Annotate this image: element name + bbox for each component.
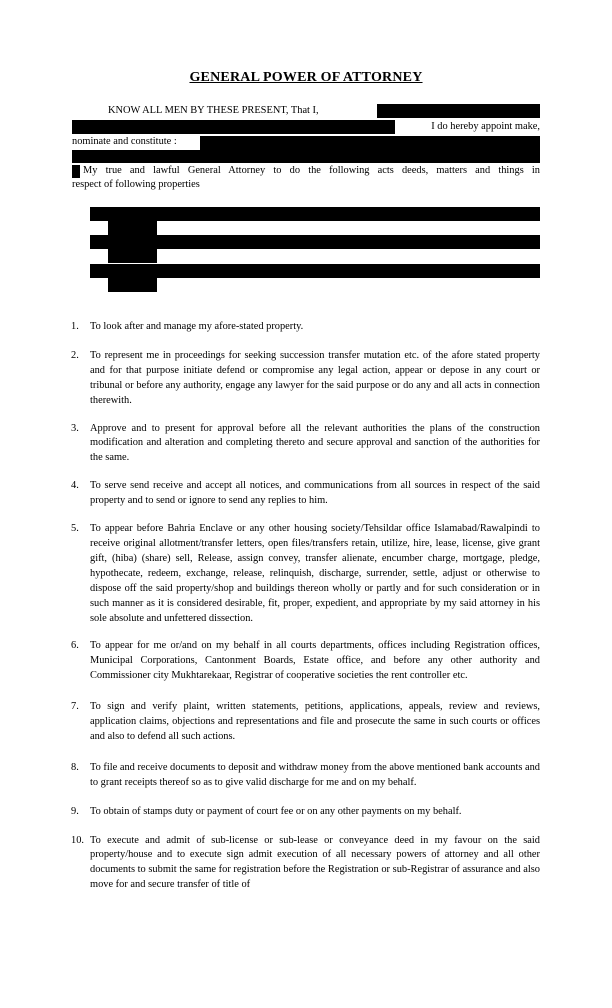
intro-attorney-line-2: respect of following properties (72, 179, 200, 190)
clause-item (71, 422, 540, 467)
clause-number: 7. (71, 701, 79, 713)
intro-nominate: nominate and constitute : (72, 136, 177, 147)
redacted-property-line-3 (90, 264, 540, 278)
clause-text: To appear before Bahria Enclave or any other housing society/Tehsildar office Islamabad/Rawalpindi to receive original allotment/transfer letters, open files/transfers retain, utilize, hire, lease, license, give grant gift, (hiba) (share) sell, Release, assign convey, transfer alienate, encumber charge, mortgage, pledge, hypothecate, redeem, exchange, release, relinquish, discharge, surrender, settle, adjust or otherwise to dispose off the said property/shop and buildings thereon wholly or partly and for such consideration or in such manner as it is considered desirable, fit, proper, expedient, and appropriate by my said attorney in his sole absolute and unfettered dissection. (90, 523, 540, 624)
redacted-name (377, 104, 540, 118)
clause-text: Approve and to present for approval before all the relevant authorities the plans of the construction modification and alteration and completing thereto and secure approval and sanction of the authorities for the same. (90, 422, 540, 464)
clause-number: 9. (71, 805, 79, 817)
clause-text: To obtain of stamps duty or payment of court fee or on any other payments on my behalf. (90, 805, 462, 817)
clause-item (71, 700, 540, 745)
redacted-property-sub-1 (108, 221, 157, 235)
clause-number: 8. (71, 761, 79, 773)
clause-text: To appear for me or/and on my behalf in all courts departments, offices including Registration offices, Municipal Corporations, Cantonment Boards, Estate office, and before any other authority and Commissioner city Mukhtarekaar, Registrar of cooperative societies the rent controller etc. (90, 640, 540, 682)
clause-text: To look after and manage my afore-stated property. (90, 321, 304, 332)
clause-number: 10. (71, 834, 84, 846)
clause-item (71, 639, 540, 684)
redacted-principal-details (72, 120, 395, 134)
redacted-property-sub-3 (108, 278, 157, 292)
redacted-attorney-details (72, 150, 540, 163)
intro-attorney-line-1: My true and lawful General Attorney to do the following acts deeds, matters and things in (83, 165, 540, 176)
clause-item (71, 761, 540, 791)
clause-number: 4. (71, 480, 79, 492)
clause-item (71, 522, 540, 626)
clause-number: 6. (71, 640, 79, 652)
intro-appoint: I do hereby appoint make, (431, 121, 540, 132)
clause-item (71, 834, 540, 894)
clause-item (71, 320, 540, 335)
redacted-property-line-1 (90, 207, 540, 221)
clause-item (71, 805, 540, 820)
clause-text: To file and receive documents to deposit and withdraw money from the above mentioned bank accounts and to grant receipts thereof so as to give valid discharge for me and on my behalf. (90, 761, 540, 788)
redacted-attorney-name (200, 136, 540, 150)
clause-number: 3. (71, 422, 79, 434)
document-title: GENERAL POWER OF ATTORNEY (189, 70, 423, 85)
redacted-property-sub-2 (108, 249, 157, 263)
clause-number: 5. (71, 523, 79, 535)
intro-know-all: KNOW ALL MEN BY THESE PRESENT, That I, (108, 105, 319, 116)
redacted-property-line-2 (90, 235, 540, 249)
clauses-list (71, 320, 540, 893)
clause-number: 2. (71, 349, 79, 361)
clause-text: To sign and verify plaint, written statements, petitions, applications, appeals, review and reviews, application claims, objections and representations and file and prosecute the same in such courts or offices and also to defend all such actions. (90, 701, 540, 742)
clause-text: To execute and admit of sub-license or sub-lease or conveyance deed in my favour on the said property/house and to execute sign admit execution of all necessary powers of attorney and all other documents to submit the same for registration before the Registration or sub-Registrar of assurance and also move for and secure transfer of title of (90, 834, 540, 891)
clause-text: To represent me in proceedings for seeking succession transfer mutation etc. of the afore stated property and for that purpose initiate defend or compromise any legal action, appear or depose in any court or tribunal or before any authority, engage any lawyer for the said purpose or do any and all acts in connection therewith. (90, 349, 540, 406)
clause-item (71, 349, 540, 409)
clause-text: To serve send receive and accept all notices, and communications from all sources in respect of the said property and to send or ignore to send any replies to him. (90, 480, 540, 507)
clause-number: 1. (71, 321, 79, 332)
clause-item (71, 479, 540, 509)
